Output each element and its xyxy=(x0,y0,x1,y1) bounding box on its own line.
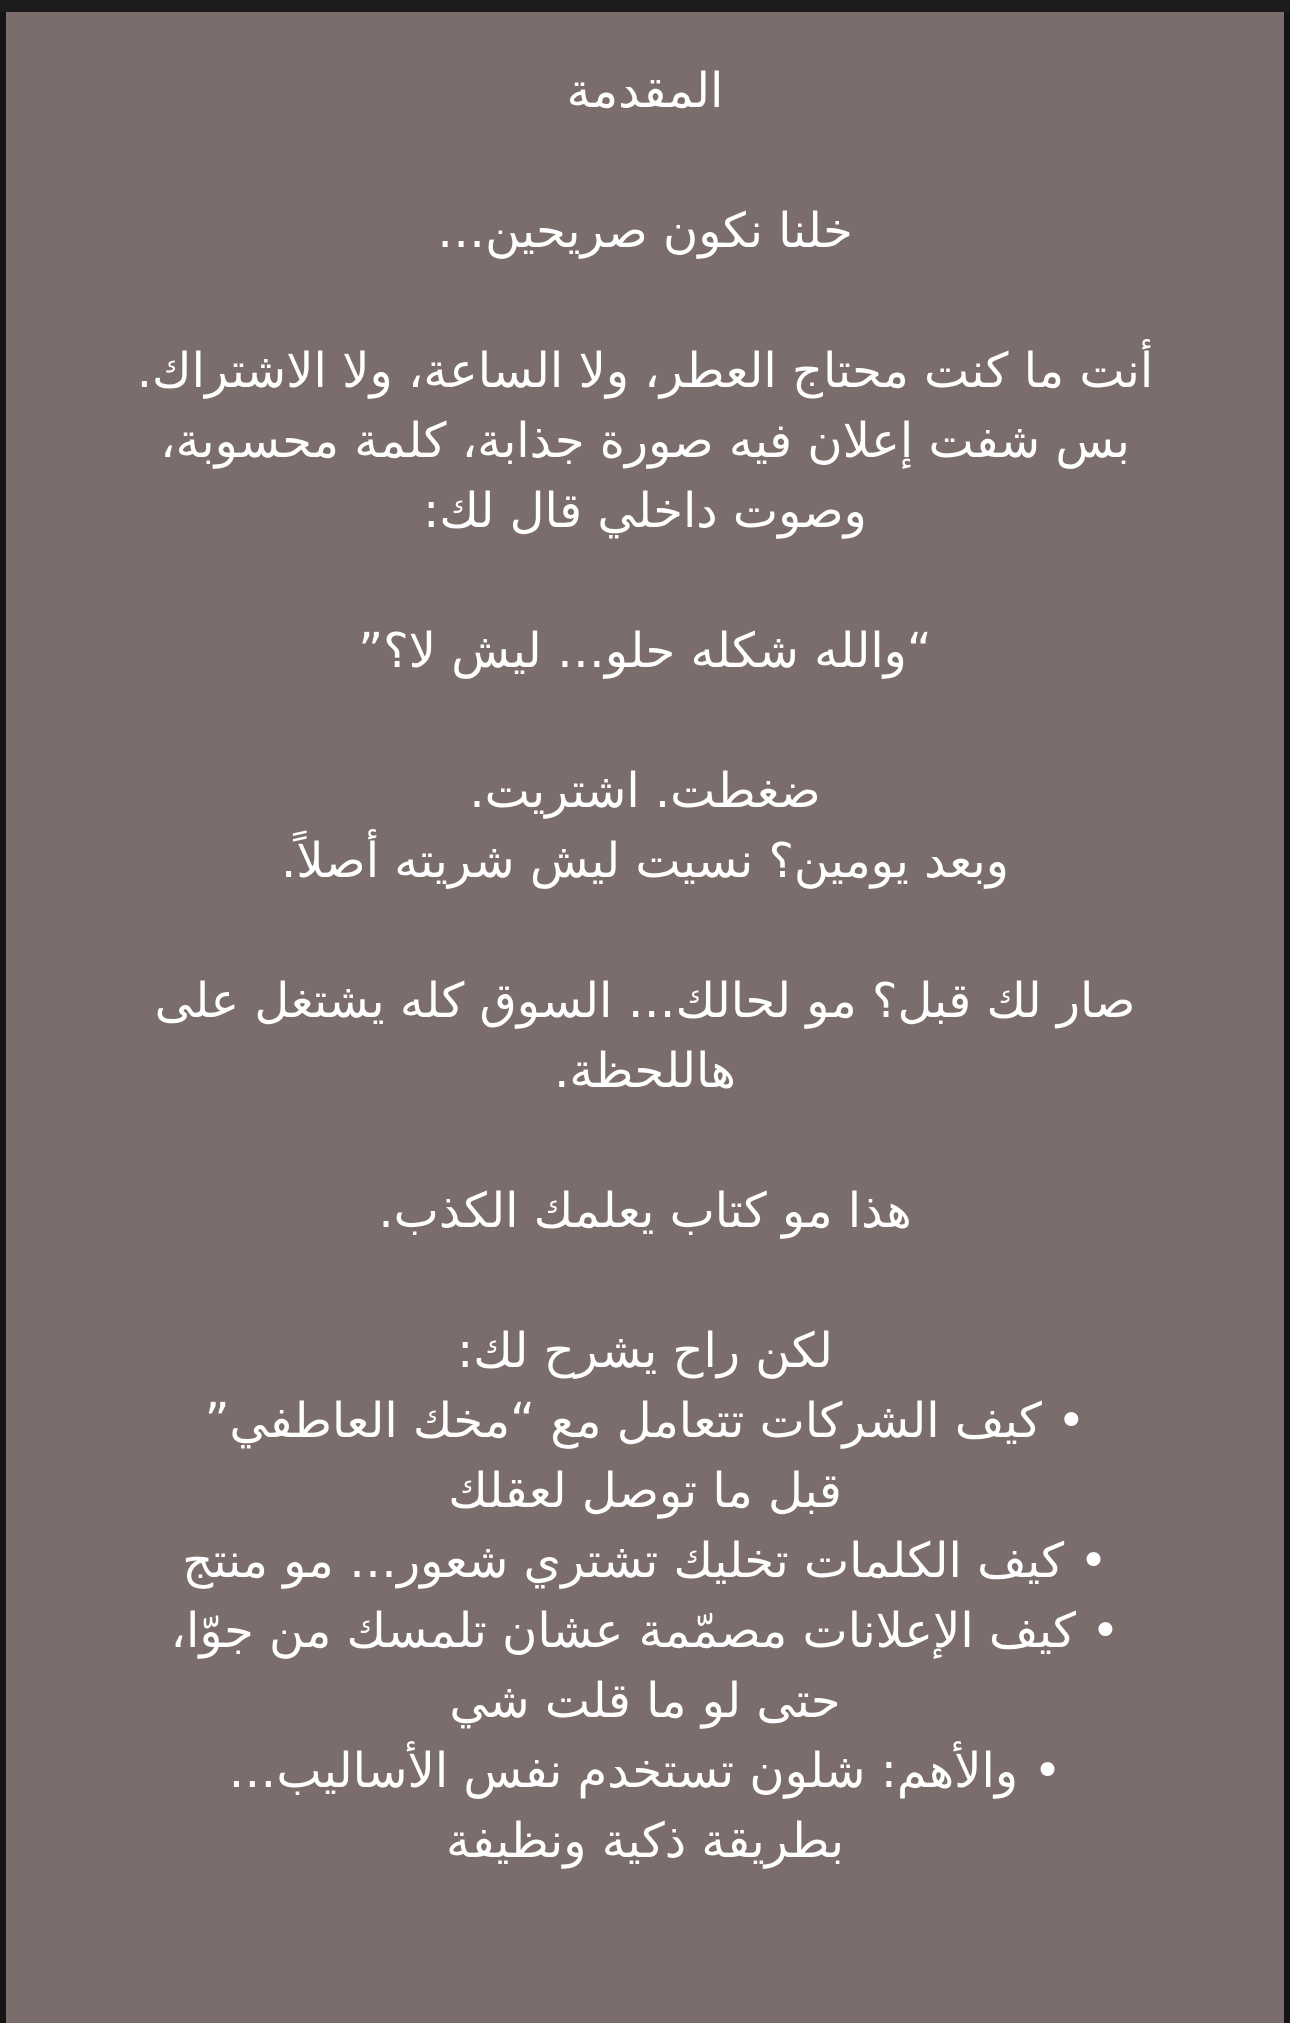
paragraph-line: بس شفت إعلان فيه صورة جذابة، كلمة محسوبة، xyxy=(160,413,1130,469)
statement-line: هذا مو كتاب يعلمك الكذب. xyxy=(378,1183,912,1239)
paragraph-line: وصوت داخلي قال لك: xyxy=(423,483,867,539)
intro-line: خلنا نكون صريحين… xyxy=(437,203,853,259)
bullet-item: • والأهم: شلون تستخدم نفس الأساليب… xyxy=(228,1743,1062,1799)
bullet-item-continuation: بطريقة ذكية ونظيفة xyxy=(446,1813,844,1869)
bullet-item: • كيف الإعلانات مصمّمة عشان تلمسك من جوّا، xyxy=(170,1603,1120,1659)
document-content xyxy=(86,56,1204,1876)
paragraph-line: هاللحظة. xyxy=(554,1043,736,1099)
paragraph-line: صار لك قبل؟ مو لحالك… السوق كله يشتغل على xyxy=(154,973,1136,1029)
spacer xyxy=(86,126,1204,196)
spacer xyxy=(86,686,1204,756)
bullet-item: • كيف الكلمات تخليك تشتري شعور… مو منتج xyxy=(182,1533,1108,1589)
page-title: المقدمة xyxy=(566,63,724,119)
bullet-item-continuation: حتى لو ما قلت شي xyxy=(449,1673,841,1729)
spacer xyxy=(86,546,1204,616)
bullet-item: • كيف الشركات تتعامل مع “مخك العاطفي” xyxy=(204,1393,1086,1449)
paragraph-line: ضغطت. اشتريت. xyxy=(469,763,821,819)
spacer xyxy=(86,266,1204,336)
top-bar xyxy=(0,0,1290,12)
paragraph-line: أنت ما كنت محتاج العطر، ولا الساعة، ولا الاشتراك. xyxy=(136,343,1154,399)
quote-line: “والله شكله حلو… ليش لا؟” xyxy=(358,623,932,679)
spacer xyxy=(86,896,1204,966)
list-intro: لكن راح يشرح لك: xyxy=(457,1323,833,1379)
document-page xyxy=(6,12,1284,2023)
spacer xyxy=(86,1106,1204,1176)
bullet-item-continuation: قبل ما توصل لعقلك xyxy=(448,1463,842,1519)
paragraph-line: وبعد يومين؟ نسيت ليش شريته أصلاً. xyxy=(281,833,1009,889)
spacer xyxy=(86,1246,1204,1316)
